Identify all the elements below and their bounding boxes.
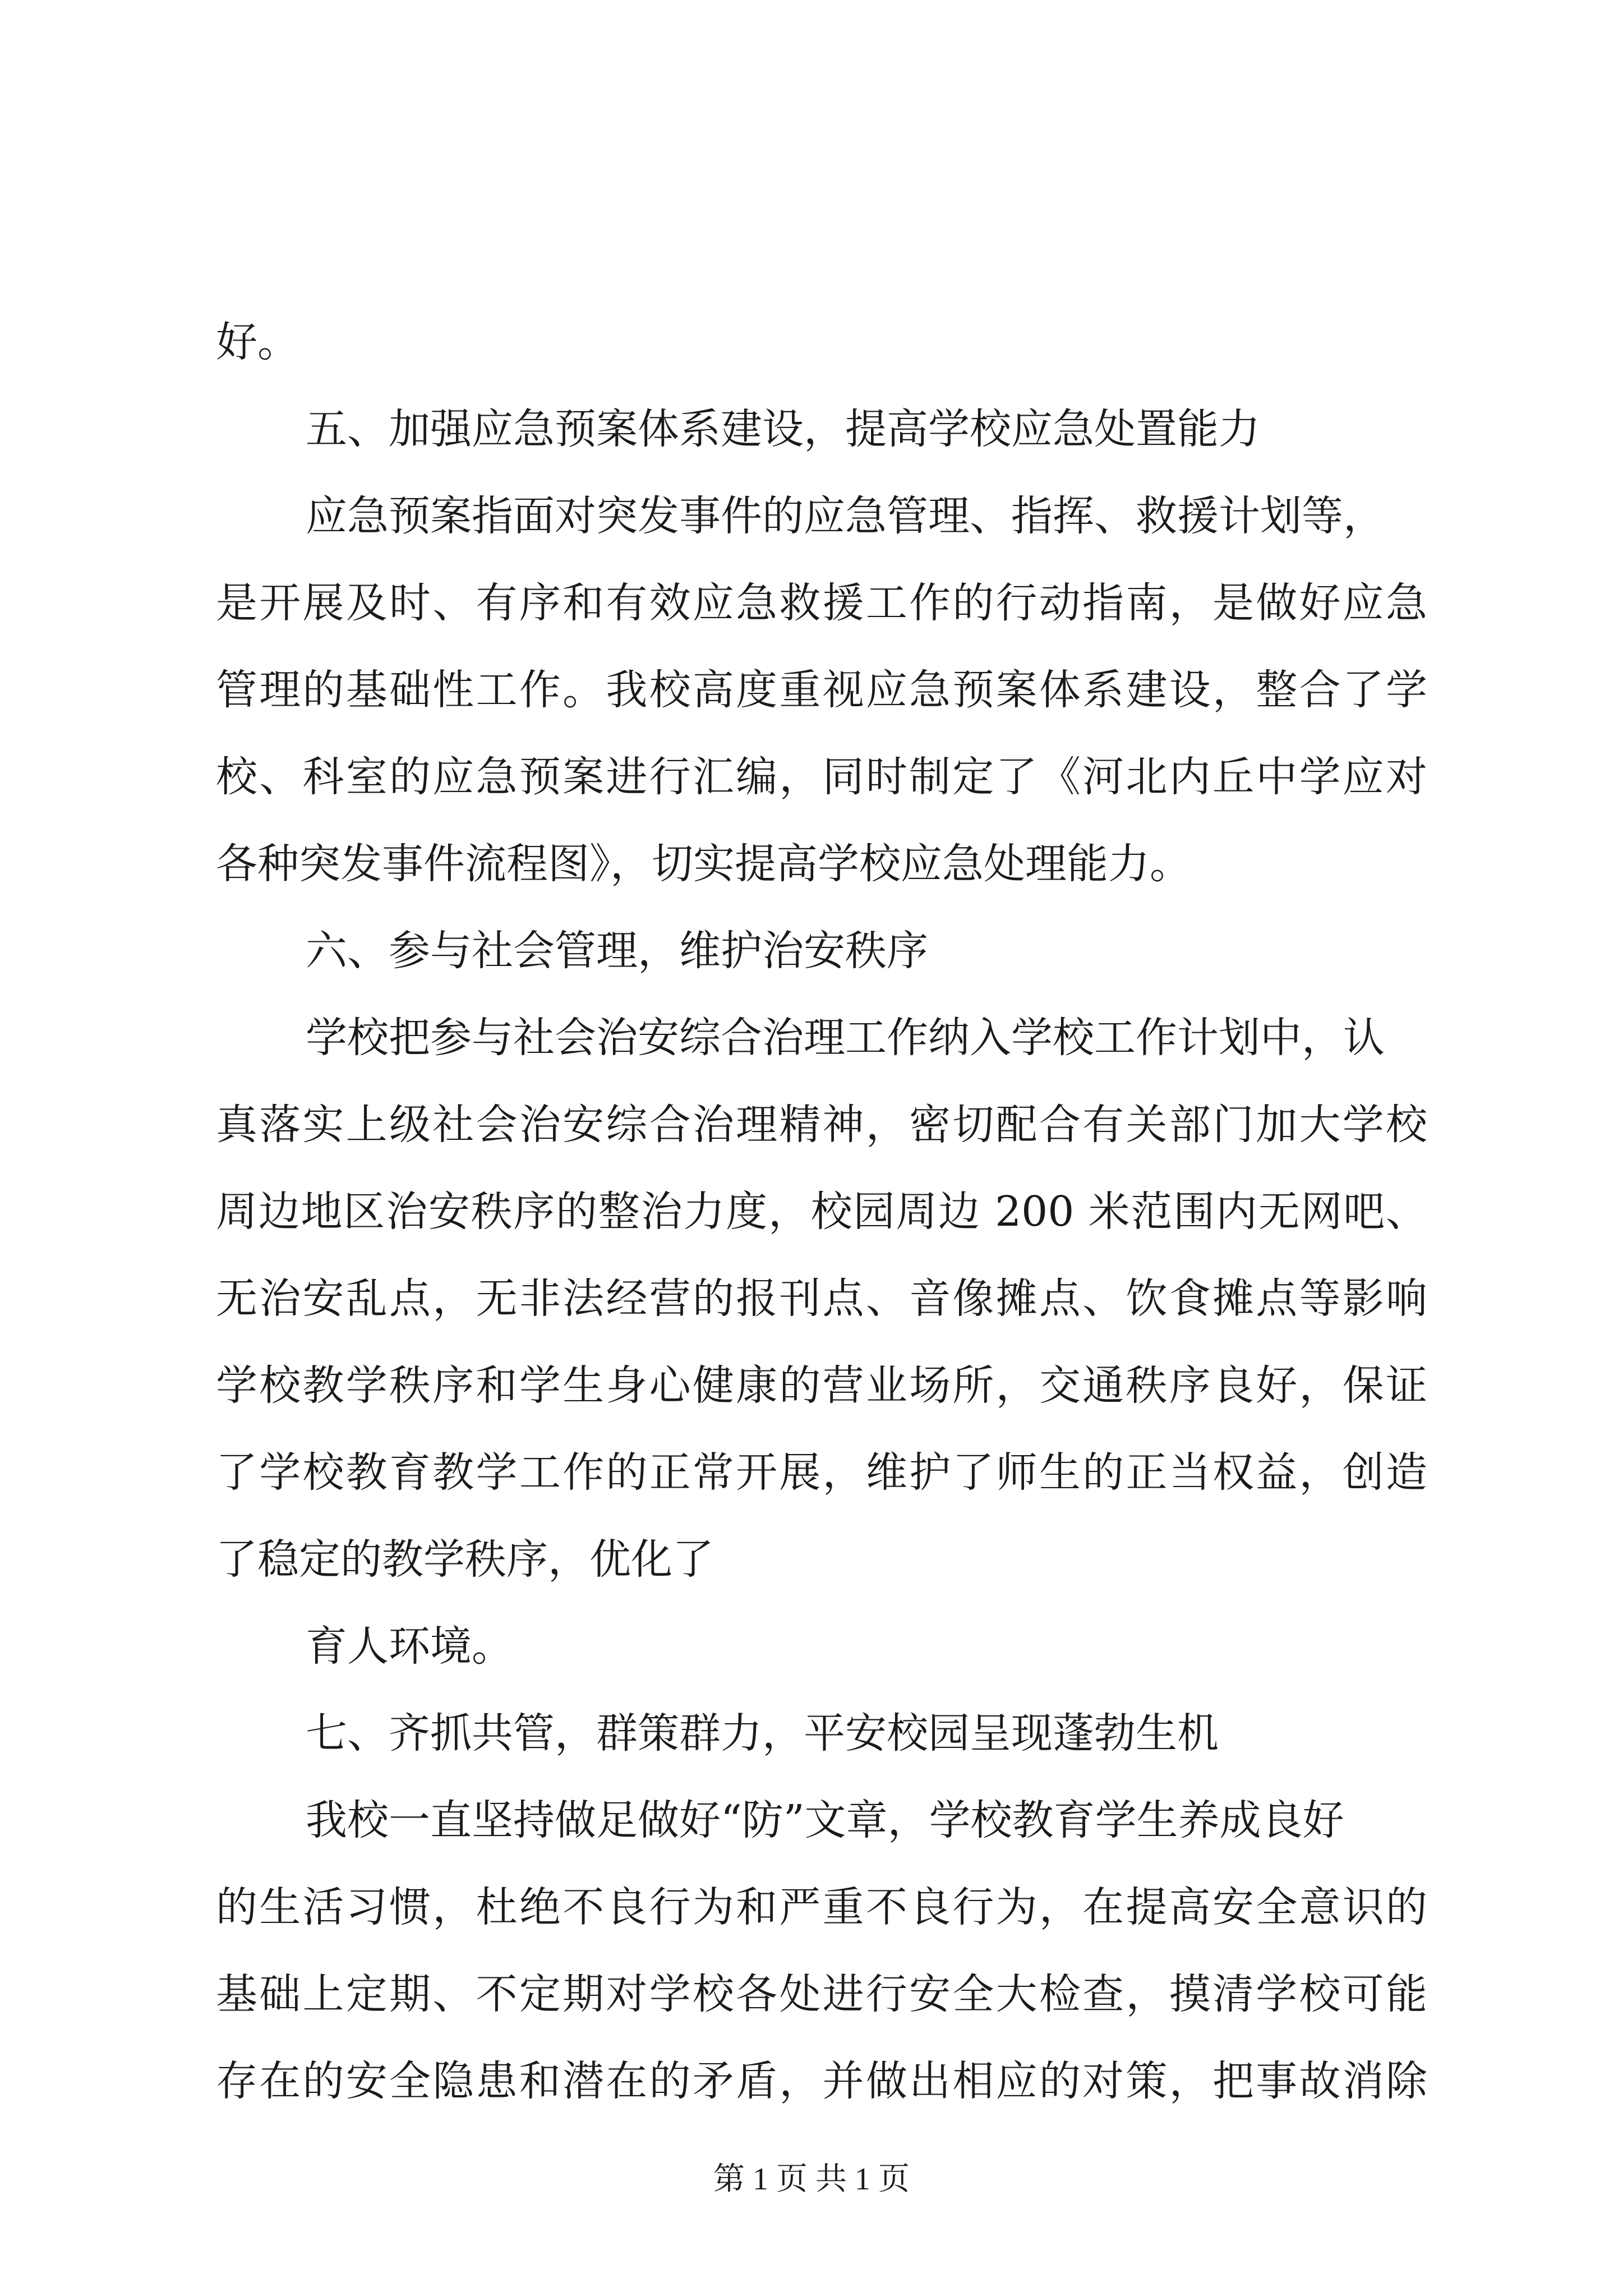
- text-line-19: 的生活习惯，杜绝不良行为和严重不良行为，在提高安全意识的: [216, 1883, 1427, 1931]
- text-line-3: 应急预案指面对突发事件的应急管理、指挥、救援计划等，: [306, 492, 1385, 540]
- text-line-18: 我校一直坚持做足做好“防”文章，学校教育学生养成良好: [306, 1796, 1344, 1844]
- text-line-7: 各种突发事件流程图》，切实提高学校应急处理能力。: [216, 840, 1191, 888]
- text-line-5: 管理的基础性工作。我校高度重视应急预案体系建设，整合了学: [216, 666, 1427, 714]
- text-line-13: 学校教学秩序和学生身心健康的营业场所，交通秩序良好，保证: [216, 1361, 1427, 1410]
- text-line-4: 是开展及时、有序和有效应急救援工作的行动指南，是做好应急: [216, 579, 1427, 627]
- text-line-10: 真落实上级社会治安综合治理精神，密切配合有关部门加大学校: [216, 1101, 1427, 1149]
- text-line-21: 存在的安全隐患和潜在的矛盾，并做出相应的对策，把事故消除: [216, 2057, 1427, 2105]
- section-heading-5: 五、加强应急预案体系建设，提高学校应急处置能力: [306, 405, 1260, 453]
- text-line-12: 无治安乱点，无非法经营的报刊点、音像摊点、饮食摊点等影响: [216, 1274, 1427, 1323]
- text-line-11: 周边地区治安秩序的整治力度，校园周边 200 米范围内无网吧、: [216, 1188, 1427, 1236]
- text-line-14: 了学校教育教学工作的正常开展，维护了师生的正当权益，创造: [216, 1448, 1427, 1497]
- section-heading-7: 七、齐抓共管，群策群力，平安校园呈现蓬勃生机: [306, 1709, 1219, 1757]
- text-line-20: 基础上定期、不定期对学校各处进行安全大检查，摸清学校可能: [216, 1970, 1427, 2018]
- page-footer: 第 1 页 共 1 页: [713, 2162, 910, 2197]
- text-line-6: 校、科室的应急预案进行汇编，同时制定了《河北内丘中学应对: [216, 753, 1427, 801]
- text-line-1: 好。: [216, 318, 299, 366]
- text-line-15: 了稳定的教学秩序，优化了: [216, 1535, 714, 1584]
- section-heading-6: 六、参与社会管理，维护治安秩序: [306, 927, 928, 975]
- text-line-9: 学校把参与社会治安综合治理工作纳入学校工作计划中，认: [306, 1014, 1385, 1062]
- text-line-16: 育人环境。: [306, 1622, 513, 1671]
